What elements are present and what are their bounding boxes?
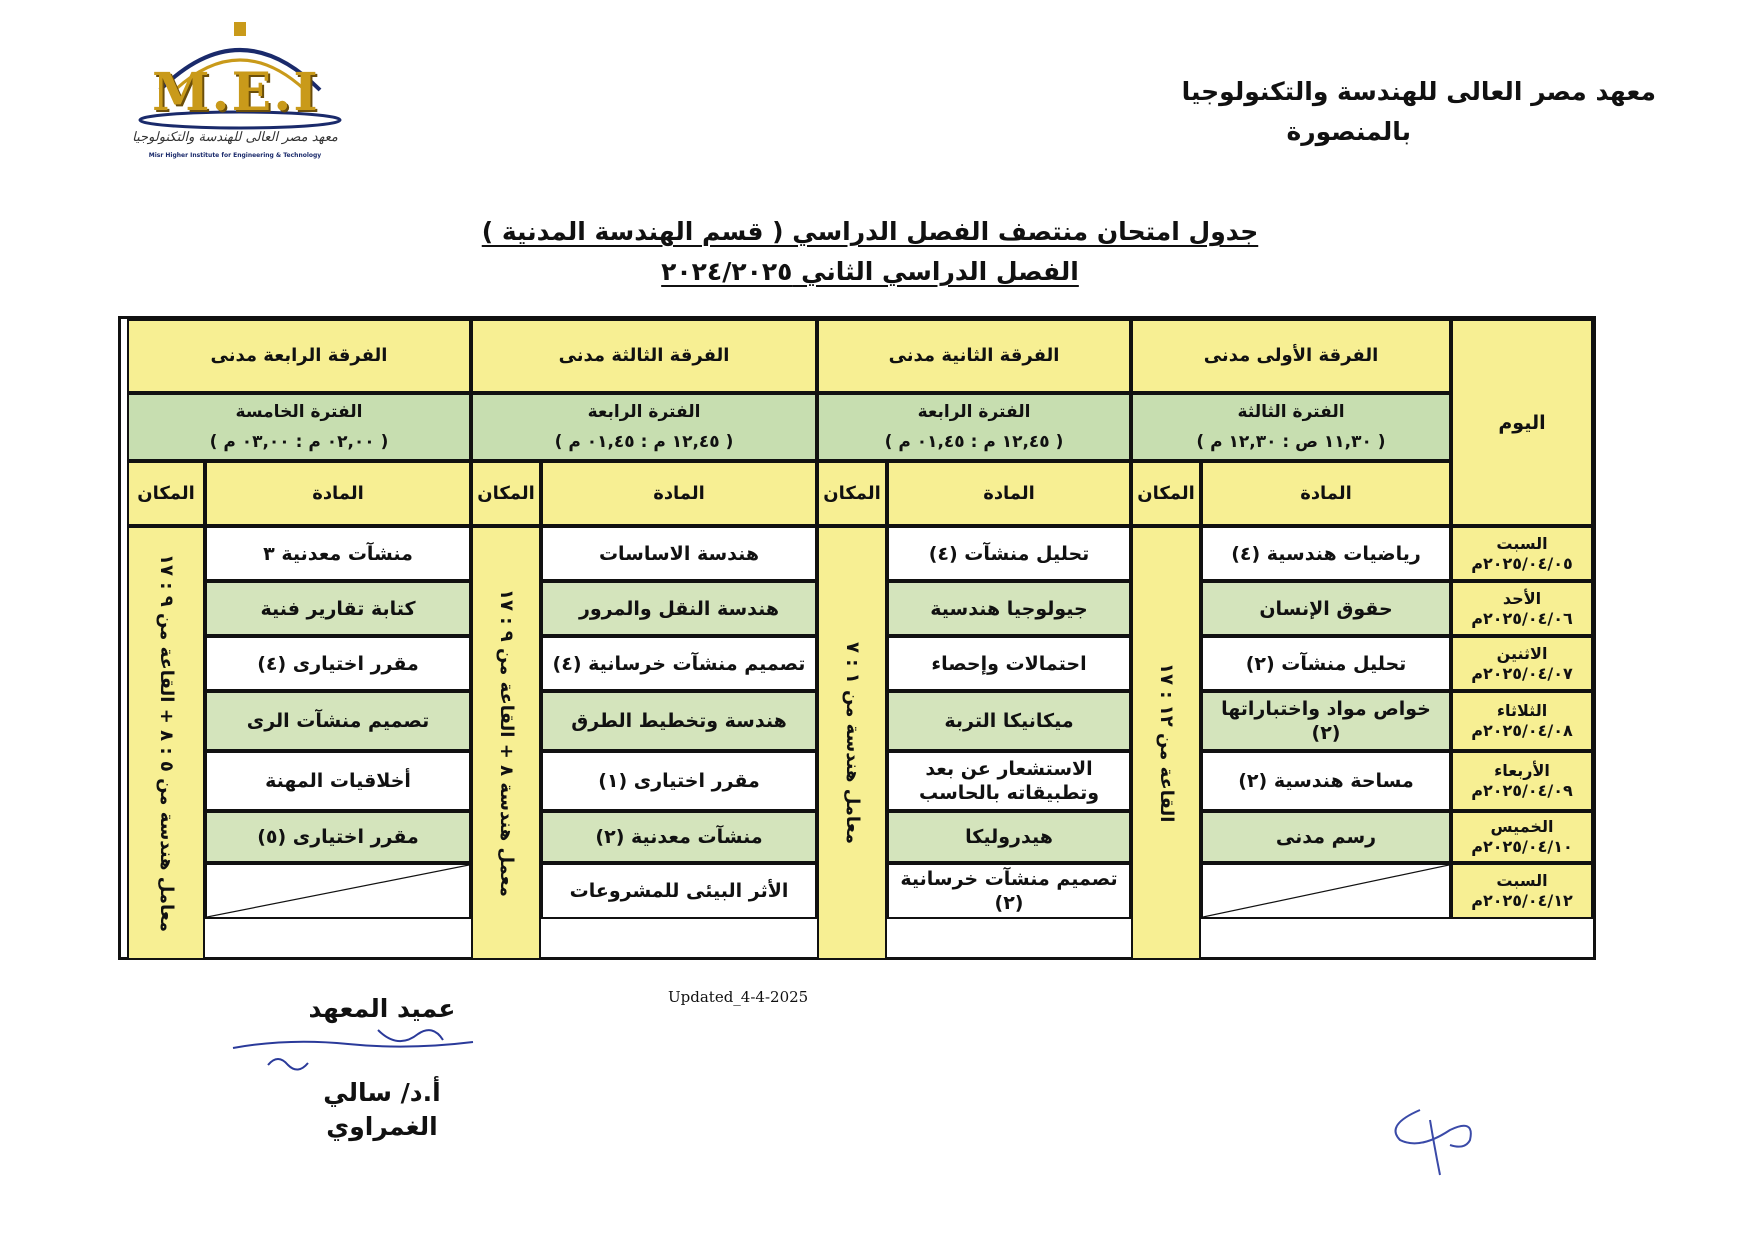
subject-header: المادة [541, 461, 817, 526]
subject-cell: تصميم منشآت خرسانية (٢) [887, 863, 1131, 919]
period-name: الفترة الرابعة [587, 402, 701, 422]
day-name: السبت [1496, 871, 1548, 890]
day-cell [1451, 751, 1593, 811]
dean-name: أ.د/ سالي الغمراوي [323, 1078, 441, 1141]
day-name: الثلاثاء [1496, 701, 1548, 720]
period-time: ( ٠٢,٠٠ م : ٠٣,٠٠ م ) [209, 432, 389, 452]
logo-brand: M.E.I [152, 62, 320, 123]
period-name: الفترة الخامسة [235, 402, 363, 422]
place-header: المكان [471, 461, 541, 526]
subject-cell: تصميم منشآت الرى [205, 691, 471, 751]
subject-cell: رياضيات هندسية (٤) [1201, 526, 1451, 581]
day-name: الاثنين [1496, 643, 1548, 663]
subject-cell: رسم مدنى [1201, 811, 1451, 863]
subject-cell: تحليل منشآت (٤) [887, 526, 1131, 581]
group-header: الفرقة الثالثة مدنى [471, 319, 817, 393]
subject-cell: حقوق الإنسان [1201, 581, 1451, 636]
place-cell: القاعة من ١٢ : ١٧ [1131, 526, 1201, 960]
group-header: الفرقة الرابعة مدنى [127, 319, 471, 393]
place-cell: معمل هندسة ٨ + القاعة من ٩ : ١٧ [471, 526, 541, 960]
subject-cell: مقرر اختيارى (٥) [205, 811, 471, 863]
subject-cell: هندسة الاساسات [541, 526, 817, 581]
place-header: المكان [817, 461, 887, 526]
title-line-1: جدول امتحان منتصف الفصل الدراسي ( قسم الهندسة المدنية ) [481, 217, 1259, 246]
period-cell [127, 393, 471, 461]
subject-header: المادة [1201, 461, 1451, 526]
subject-cell: جيولوجيا هندسية [887, 581, 1131, 636]
day-cell [1451, 526, 1593, 581]
subject-cell: مساحة هندسية (٢) [1201, 751, 1451, 811]
place-header: المكان [127, 461, 205, 526]
day-cell [1451, 691, 1593, 751]
subject-cell: احتمالات وإحصاء [887, 636, 1131, 691]
updated-note: Updated_4-4-2025 [668, 988, 809, 1006]
day-date: ٢٠٢٥/٠٤/٠٦م [1471, 608, 1573, 628]
institute-name: معهد مصر العالى للهندسة والتكنولوجيا [1181, 77, 1656, 106]
day-cell [1451, 811, 1593, 863]
day-date: ٢٠٢٥/٠٤/٠٧م [1471, 663, 1573, 683]
exam-schedule-table [118, 316, 1596, 960]
subject-header: المادة [887, 461, 1131, 526]
institute-city: بالمنصورة [1286, 117, 1412, 146]
subject-cell: هندسة النقل والمرور [541, 581, 817, 636]
dean-title: عميد المعهد [308, 994, 456, 1023]
period-cell [471, 393, 817, 461]
place-cell: معامل هندسة من ٥ : ٨ + القاعة من ٩ : ١٧ [127, 526, 205, 960]
period-time: ( ١٢,٤٥ م : ٠١,٤٥ م ) [884, 432, 1064, 452]
document-title [430, 212, 1310, 292]
place-cell: معامل هندسة من ١ : ٧ [817, 526, 887, 960]
subject-cell: هيدروليكا [887, 811, 1131, 863]
subject-cell: مقرر اختيارى (١) [541, 751, 817, 811]
period-time: ( ١١,٣٠ ص : ١٢,٣٠ م ) [1196, 432, 1386, 452]
day-name: الخميس [1490, 817, 1554, 836]
dean-block [272, 992, 492, 1144]
subject-cell: تحليل منشآت (٢) [1201, 636, 1451, 691]
subject-cell: الأثر البيئى للمشروعات [541, 863, 817, 919]
place-header: المكان [1131, 461, 1201, 526]
period-name: الفترة الثالثة [1237, 402, 1345, 422]
subject-cell: ميكانيكا التربة [887, 691, 1131, 751]
day-date: ٢٠٢٥/٠٤/٠٩م [1471, 781, 1573, 800]
day-date: ٢٠٢٥/٠٤/٠٥م [1471, 553, 1573, 573]
day-cell [1451, 581, 1593, 636]
period-name: الفترة الرابعة [917, 402, 1031, 422]
subject-cell: تصميم منشآت خرسانية (٤) [541, 636, 817, 691]
day-header: اليوم [1451, 319, 1593, 526]
subject-header: المادة [205, 461, 471, 526]
empty-cell [205, 863, 471, 919]
empty-cell [1201, 863, 1451, 919]
approval-signature [1380, 1100, 1490, 1180]
subject-cell: مقرر اختيارى (٤) [205, 636, 471, 691]
day-cell [1451, 636, 1593, 691]
subject-cell: منشآت معدنية (٢) [541, 811, 817, 863]
day-name: السبت [1496, 533, 1548, 553]
day-date: ٢٠٢٥/٠٤/١٠م [1471, 837, 1573, 856]
period-cell [1131, 393, 1451, 461]
logo-english-text: Misr Higher Institute for Engineering & Technology [148, 152, 322, 159]
day-date: ٢٠٢٥/٠٤/١٢م [1471, 891, 1573, 910]
subject-cell: أخلاقيات المهنة [205, 751, 471, 811]
subject-cell: منشآت معدنية ٣ [205, 526, 471, 581]
subject-cell: الاستشعار عن بعد وتطبيقاته بالحاسب [887, 751, 1131, 811]
period-cell [817, 393, 1131, 461]
day-cell [1451, 863, 1593, 919]
period-time: ( ١٢,٤٥ م : ٠١,٤٥ م ) [554, 432, 734, 452]
subject-cell: كتابة تقارير فنية [205, 581, 471, 636]
institute-header [1182, 72, 1656, 152]
group-header: الفرقة الأولى مدنى [1131, 319, 1451, 393]
institute-logo [130, 20, 350, 170]
title-line-2: الفصل الدراسي الثاني ٢٠٢٤/٢٠٢٥ [661, 257, 1079, 286]
day-date: ٢٠٢٥/٠٤/٠٨م [1471, 721, 1573, 740]
day-name: الأحد [1502, 588, 1542, 608]
subject-cell: هندسة وتخطيط الطرق [541, 691, 817, 751]
logo-arabic-text: معهد مصر العالى للهندسة والتكنولوجيا [132, 130, 338, 145]
day-name: الأربعاء [1494, 761, 1550, 780]
subject-cell: خواص مواد واختباراتها (٢) [1201, 691, 1451, 751]
group-header: الفرقة الثانية مدنى [817, 319, 1131, 393]
